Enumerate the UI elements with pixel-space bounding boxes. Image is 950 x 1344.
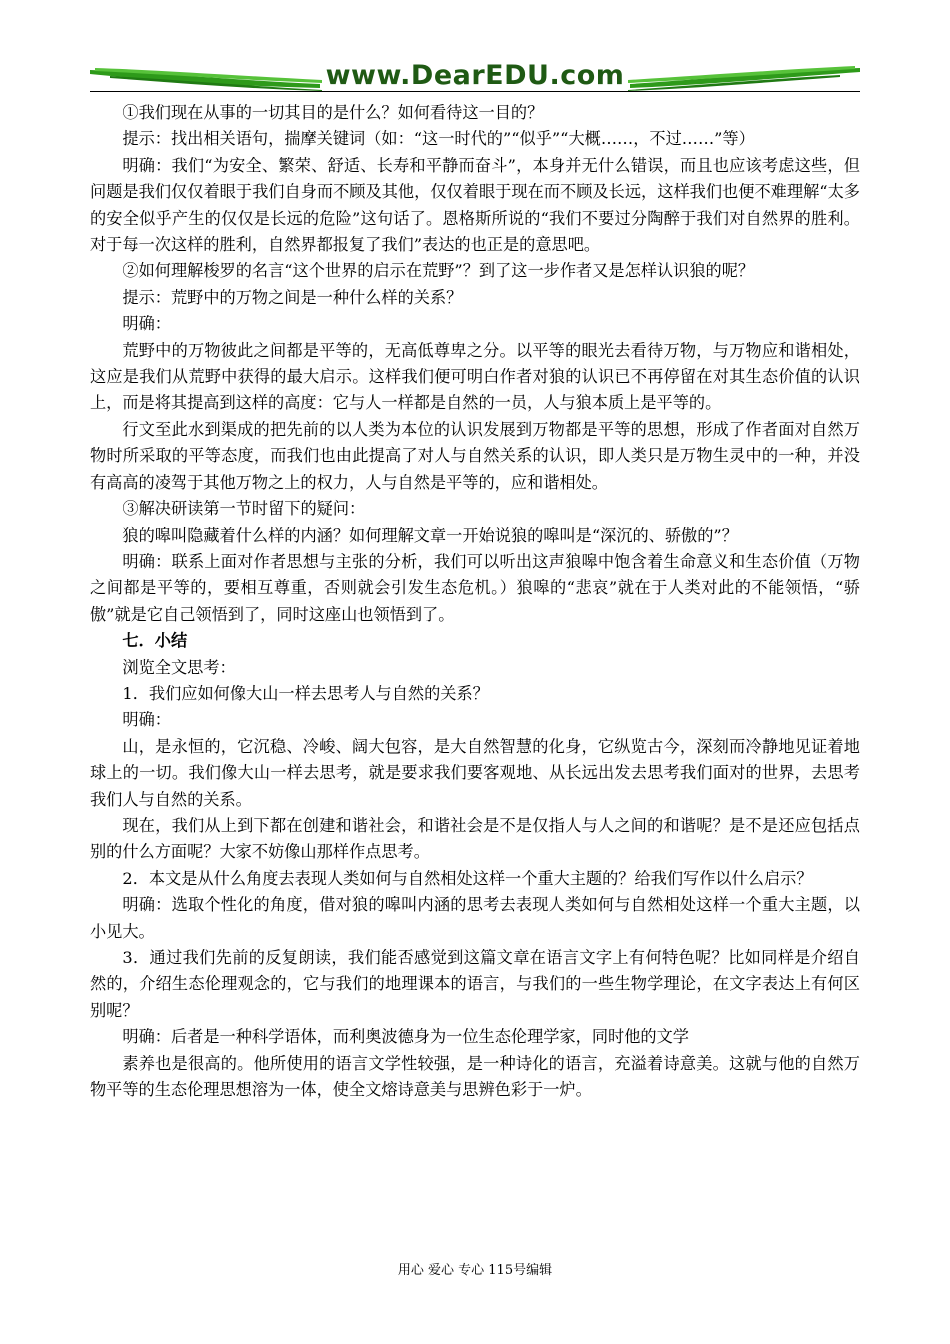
paragraph: 现在，我们从上到下都在创建和谐社会，和谐社会是不是仅指人与人之间的和谐呢？是不是还应包括点别的什么方面呢？大家不妨像山那样作点思考。 (90, 815, 860, 862)
paragraph: ①我们现在从事的一切其目的是什么？如何看待这一目的？ (122, 103, 544, 122)
paragraph: 明确：后者是一种科学语体，而利奥波德身为一位生态伦理学家，同时他的文学 (122, 1027, 689, 1047)
header-divider (90, 91, 860, 92)
paragraph: 明确：联系上面对作者思想与主张的分析，我们可以听出这声狼嗥中饱含着生命意义和生态价值（万物之间都是平等的，要相互尊重，否则就会引发生态危机。）狼嗥的“悲哀”就在于人类对此的不能领悟，“骄傲”就是它自己领悟到了，同时这座山也领悟到了。 (90, 551, 860, 624)
paragraph: 荒野中的万物彼此之间都是平等的，无高低尊卑之分。以平等的眼光去看待万物，与万物应和谐相处，这应是我们从荒野中获得的最大启示。这样我们便可明白作者对狼的认识已不再停留在对其生态价值的认识上，而是将其提高到这样的高度：它与人一样都是自然的一员，人与狼本质上是平等的。 (90, 340, 860, 413)
paragraph: 3．通过我们先前的反复朗读，我们能否感觉到这篇文章在语言文字上有何特色呢？比如同样是介绍自然的，介绍生态伦理观念的，它与我们的地理课本的语言，与我们的一些生物学理论，在文字表达上有何区别呢？ (90, 948, 860, 1020)
paragraph: 1．我们应如何像大山一样去思考人与自然的关系？ (122, 683, 489, 703)
paragraph: 山，是永恒的，它沉稳、冷峻、阔大包容，是大自然智慧的化身，它纵览古今，深刻而冷静地见证着地球上的一切。我们像大山一样去思考，就是要求我们要客观地、从长远出发去思考我们面对的世界，去思考我们人与自然的关系。 (90, 736, 860, 809)
paragraph: 明确： (122, 710, 171, 730)
paragraph: 浏览全文思考： (122, 657, 236, 677)
paragraph: 行文至此水到渠成的把先前的以人类为本位的认识发展到万物都是平等的思想，形成了作者面对自然万物时所采取的平等态度，而我们也由此提高了对人与自然关系的认识，即人类只是万物生灵中的一种，并没有高高的凌驾于其他万物之上的权力，人与自然是平等的，应和谐相处。 (90, 419, 860, 492)
paragraph: ②如何理解梭罗的名言“这个世界的启示在荒野”？到了这一步作者又是怎样认识狼的呢？ (122, 261, 755, 281)
site-header-banner (90, 58, 860, 98)
page-footer: 用心 爱心 专心 115号编辑 (397, 1263, 553, 1278)
paragraph: 明确：选取个性化的角度，借对狼的嗥叫内涵的思考去表现人类如何与自然相处这样一个重大主题，以小见大。 (90, 895, 860, 941)
section-heading: 七．小结 (122, 631, 188, 651)
paragraph: ③解决研读第一节时留下的疑问： (122, 499, 366, 519)
paragraph: 2．本文是从什么角度去表现人类如何与自然相处这样一个重大主题的？给我们写作以什么启示？ (122, 868, 813, 888)
paragraph: 明确：我们“为安全、繁荣、舒适、长寿和平静而奋斗”，本身并无什么错误，而且也应该考虑这些，但问题是我们仅仅着眼于我们自身而不顾及其他，仅仅着眼于现在而不顾及长远，这样我们也便不难理解“太多的安全似乎产生的仅仅是长远的危险”这句话了。恩格斯所说的“我们不要过分陶醉于我们对自然界的胜利。对于每一次这样的胜利，自然界都报复了我们”表达的也正是的意思吧。 (90, 155, 860, 255)
paragraph: 狼的嗥叫隐藏着什么样的内涵？如何理解文章一开始说狼的嗥叫是“深沉的、骄傲的”？ (122, 525, 738, 545)
paragraph: 提示：找出相关语句，揣摩关键词（如：“这一时代的”“似乎”“大概……，不过……”等） (122, 129, 755, 149)
paragraph: 提示：荒野中的万物之间是一种什么样的关系？ (122, 287, 463, 307)
paragraph: 明确： (122, 314, 171, 334)
paragraph: 素养也是很高的。他所使用的语言文学性较强，是一种诗化的语言，充溢着诗意美。这就与他的自然万物平等的生态伦理思想溶为一体，使全文熔诗意美与思辨色彩于一炉。 (90, 1053, 860, 1100)
document-body (90, 100, 860, 1103)
site-url-logo: www.DearEDU.com (325, 60, 625, 91)
